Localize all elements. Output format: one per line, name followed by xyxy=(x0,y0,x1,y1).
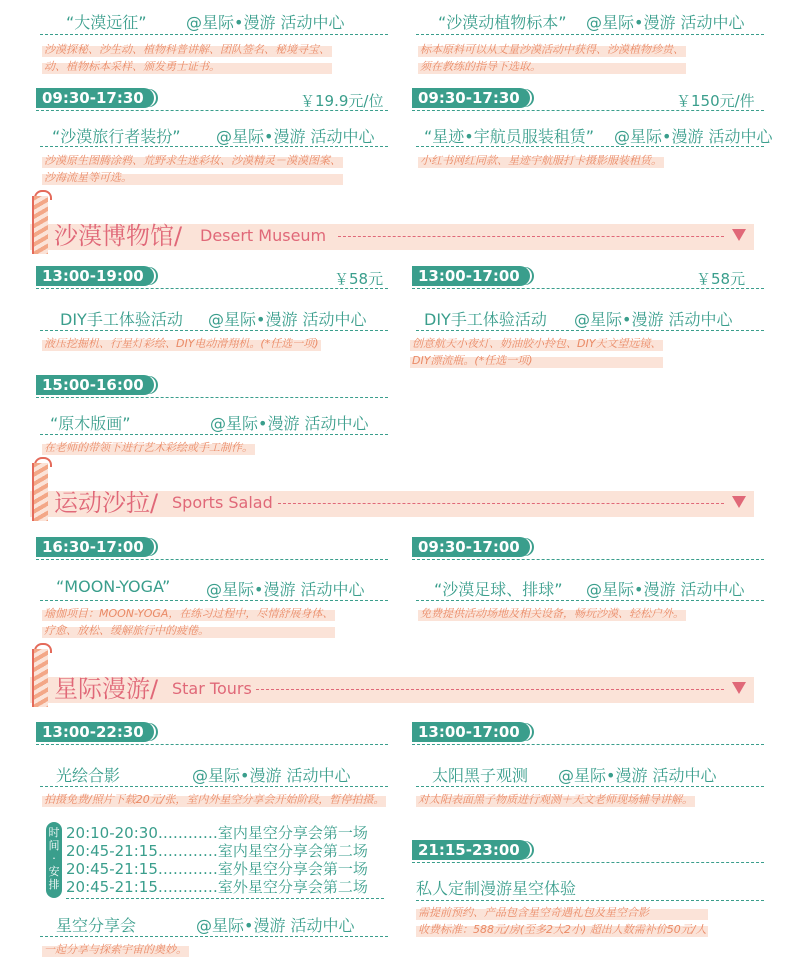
divider xyxy=(412,110,764,111)
time-badge: 16:30-17:00 xyxy=(36,537,154,557)
triangle-down-icon xyxy=(732,682,746,694)
divider xyxy=(66,898,384,899)
divider xyxy=(416,146,764,147)
activity-title: 光绘合影 xyxy=(56,766,121,785)
schedule-item: 20:45-21:15…………室内星空分享会第二场 xyxy=(66,842,368,860)
activity-desc: 创意航天小夜灯、奶油胶小拎包、DIY天文望远镜、 DIY漂流瓶。(*任选一项) xyxy=(412,337,662,367)
schedule-item: 20:10-20:30…………室内星空分享会第一场 xyxy=(66,824,368,842)
activity-title: “沙漠足球、排球” xyxy=(434,580,563,599)
triangle-down-icon xyxy=(732,496,746,508)
divider xyxy=(416,900,764,901)
activity-title: DIY手工体验活动 xyxy=(424,310,547,329)
activity-location: @星际•漫游 活动中心 xyxy=(586,13,745,32)
activity-desc: 瑜伽项目：MOON-YOGA，在练习过程中，尽情舒展身体、 疗愈、放松、缓解旅行中的疲倦。 xyxy=(44,607,334,637)
section-divider xyxy=(338,236,724,237)
activity-desc: 一起分享与探索宇宙的奥妙。 xyxy=(44,943,187,956)
activity-title: DIY手工体验活动 xyxy=(60,310,183,329)
activity-title: 私人定制漫游星空体验 xyxy=(416,879,577,898)
time-badge: 09:30-17:30 xyxy=(412,88,530,108)
ribbon-decoration xyxy=(32,196,48,254)
time-badge: 13:00-19:00 xyxy=(36,266,154,286)
section-title-en: Star Tours xyxy=(172,679,252,698)
activity-desc: 在老师的带领下进行艺术彩绘或手工制作。 xyxy=(44,441,253,454)
ribbon-decoration xyxy=(32,463,48,521)
divider xyxy=(416,786,764,787)
divider xyxy=(40,434,388,435)
schedule-item: 20:45-21:15…………室外星空分享会第一场 xyxy=(66,860,368,878)
activity-location: @星际•漫游 活动中心 xyxy=(210,414,369,433)
activity-desc: 沙漠探秘、沙生动、植物科普讲解、团队签名、秘境寻宝、 动、植物标本采样、颁发勇士证书。 xyxy=(44,43,330,73)
activity-desc: 沙漠原生图腾涂鸦、荒野求生迷彩妆、沙漠精灵－漠漠图案、 沙海流星等可选。 xyxy=(44,154,341,184)
section-header-star xyxy=(30,677,754,703)
divider xyxy=(40,34,388,35)
activity-title: 太阳黑子观测 xyxy=(432,766,529,785)
divider xyxy=(416,600,764,601)
activity-location: @星际•漫游 活动中心 xyxy=(208,310,367,329)
divider xyxy=(36,288,388,289)
activity-location: @星际•漫游 活动中心 xyxy=(186,13,345,32)
activity-title: “大漠远征” xyxy=(66,13,147,32)
schedule-tag: 时 间 · 安 排 xyxy=(46,822,62,898)
schedule-list xyxy=(66,824,368,896)
time-badge: 13:00-22:30 xyxy=(36,722,154,742)
activity-location: @星际•漫游 活动中心 xyxy=(614,127,773,146)
activity-title: “原木版画” xyxy=(50,414,131,433)
price: ￥58元 xyxy=(334,270,384,288)
activity-location: @星际•漫游 活动中心 xyxy=(586,580,745,599)
divider xyxy=(412,559,764,560)
time-badge: 09:30-17:00 xyxy=(412,537,530,557)
section-header-sports xyxy=(30,491,754,517)
divider xyxy=(36,397,388,398)
activity-location: @星际•漫游 活动中心 xyxy=(216,127,375,146)
activity-title: “MOON-YOGA” xyxy=(56,577,171,596)
divider xyxy=(40,146,388,147)
divider xyxy=(36,744,388,745)
section-title-en: Desert Museum xyxy=(200,226,327,245)
activity-title: 星空分享会 xyxy=(56,916,137,935)
divider xyxy=(36,110,388,111)
activity-location: @星际•漫游 活动中心 xyxy=(206,580,365,599)
activity-desc: 拍摄免费/照片下载20元/张，室内外星空分享会开始阶段，暂停拍摄。 xyxy=(44,793,385,806)
activity-title: “沙漠动植物标本” xyxy=(438,13,567,32)
section-title-zh: 星际漫游/ xyxy=(54,675,159,703)
section-header-museum xyxy=(30,224,754,250)
section-title-en: Sports Salad xyxy=(172,493,273,512)
section-title-zh: 沙漠博物馆/ xyxy=(54,222,183,250)
activity-title: “沙漠旅行者装扮” xyxy=(52,127,181,146)
time-badge: 15:00-16:00 xyxy=(36,375,154,395)
time-badge: 09:30-17:30 xyxy=(36,88,154,108)
divider xyxy=(412,288,764,289)
price: ￥58元 xyxy=(696,270,746,288)
activity-desc: 免费提供活动场地及相关设备，畅玩沙漠、轻松户外。 xyxy=(420,607,684,620)
activity-desc: 液压挖掘机、行星灯彩绘、DIY电动滑翔机。(*任选一项) xyxy=(44,337,319,350)
activity-title: “星迹•宇航员服装租赁” xyxy=(424,127,595,146)
divider xyxy=(412,744,764,745)
divider xyxy=(36,559,388,560)
schedule-item: 20:45-21:15…………室外星空分享会第二场 xyxy=(66,878,368,896)
divider xyxy=(416,34,764,35)
section-title-zh: 运动沙拉/ xyxy=(54,489,159,517)
activity-desc: 标本原料可以从丈量沙漠活动中获得、沙漠植物珍贵、 须在教练的指导下选取。 xyxy=(420,43,684,73)
divider xyxy=(40,786,388,787)
activity-desc: 需提前预约、产品包含星空奇遇礼包及星空合影 收费标准：588元/房(至多2大2小) 超出人数需补价50元/人 xyxy=(418,906,707,936)
activity-desc: 小红书网红同款、星迹宇航服打卡摄影服装租赁。 xyxy=(420,154,662,167)
triangle-down-icon xyxy=(732,229,746,241)
divider xyxy=(40,330,388,331)
time-badge: 21:15-23:00 xyxy=(412,840,530,860)
section-divider xyxy=(256,689,724,690)
price: ￥19.9元/位 xyxy=(300,92,384,110)
divider xyxy=(416,330,764,331)
activity-location: @星际•漫游 活动中心 xyxy=(192,766,351,785)
ribbon-decoration xyxy=(32,649,48,707)
section-divider xyxy=(278,503,724,504)
activity-desc: 对太阳表面黑子物质进行观测＋天文老师现场辅导讲解。 xyxy=(418,793,693,806)
activity-location: @星际•漫游 活动中心 xyxy=(196,916,355,935)
time-badge: 13:00-17:00 xyxy=(412,722,530,742)
divider xyxy=(40,600,388,601)
divider xyxy=(40,936,388,937)
divider xyxy=(412,862,764,863)
activity-location: @星际•漫游 活动中心 xyxy=(558,766,717,785)
time-badge: 13:00-17:00 xyxy=(412,266,530,286)
price: ￥150元/件 xyxy=(676,92,755,110)
activity-location: @星际•漫游 活动中心 xyxy=(574,310,733,329)
